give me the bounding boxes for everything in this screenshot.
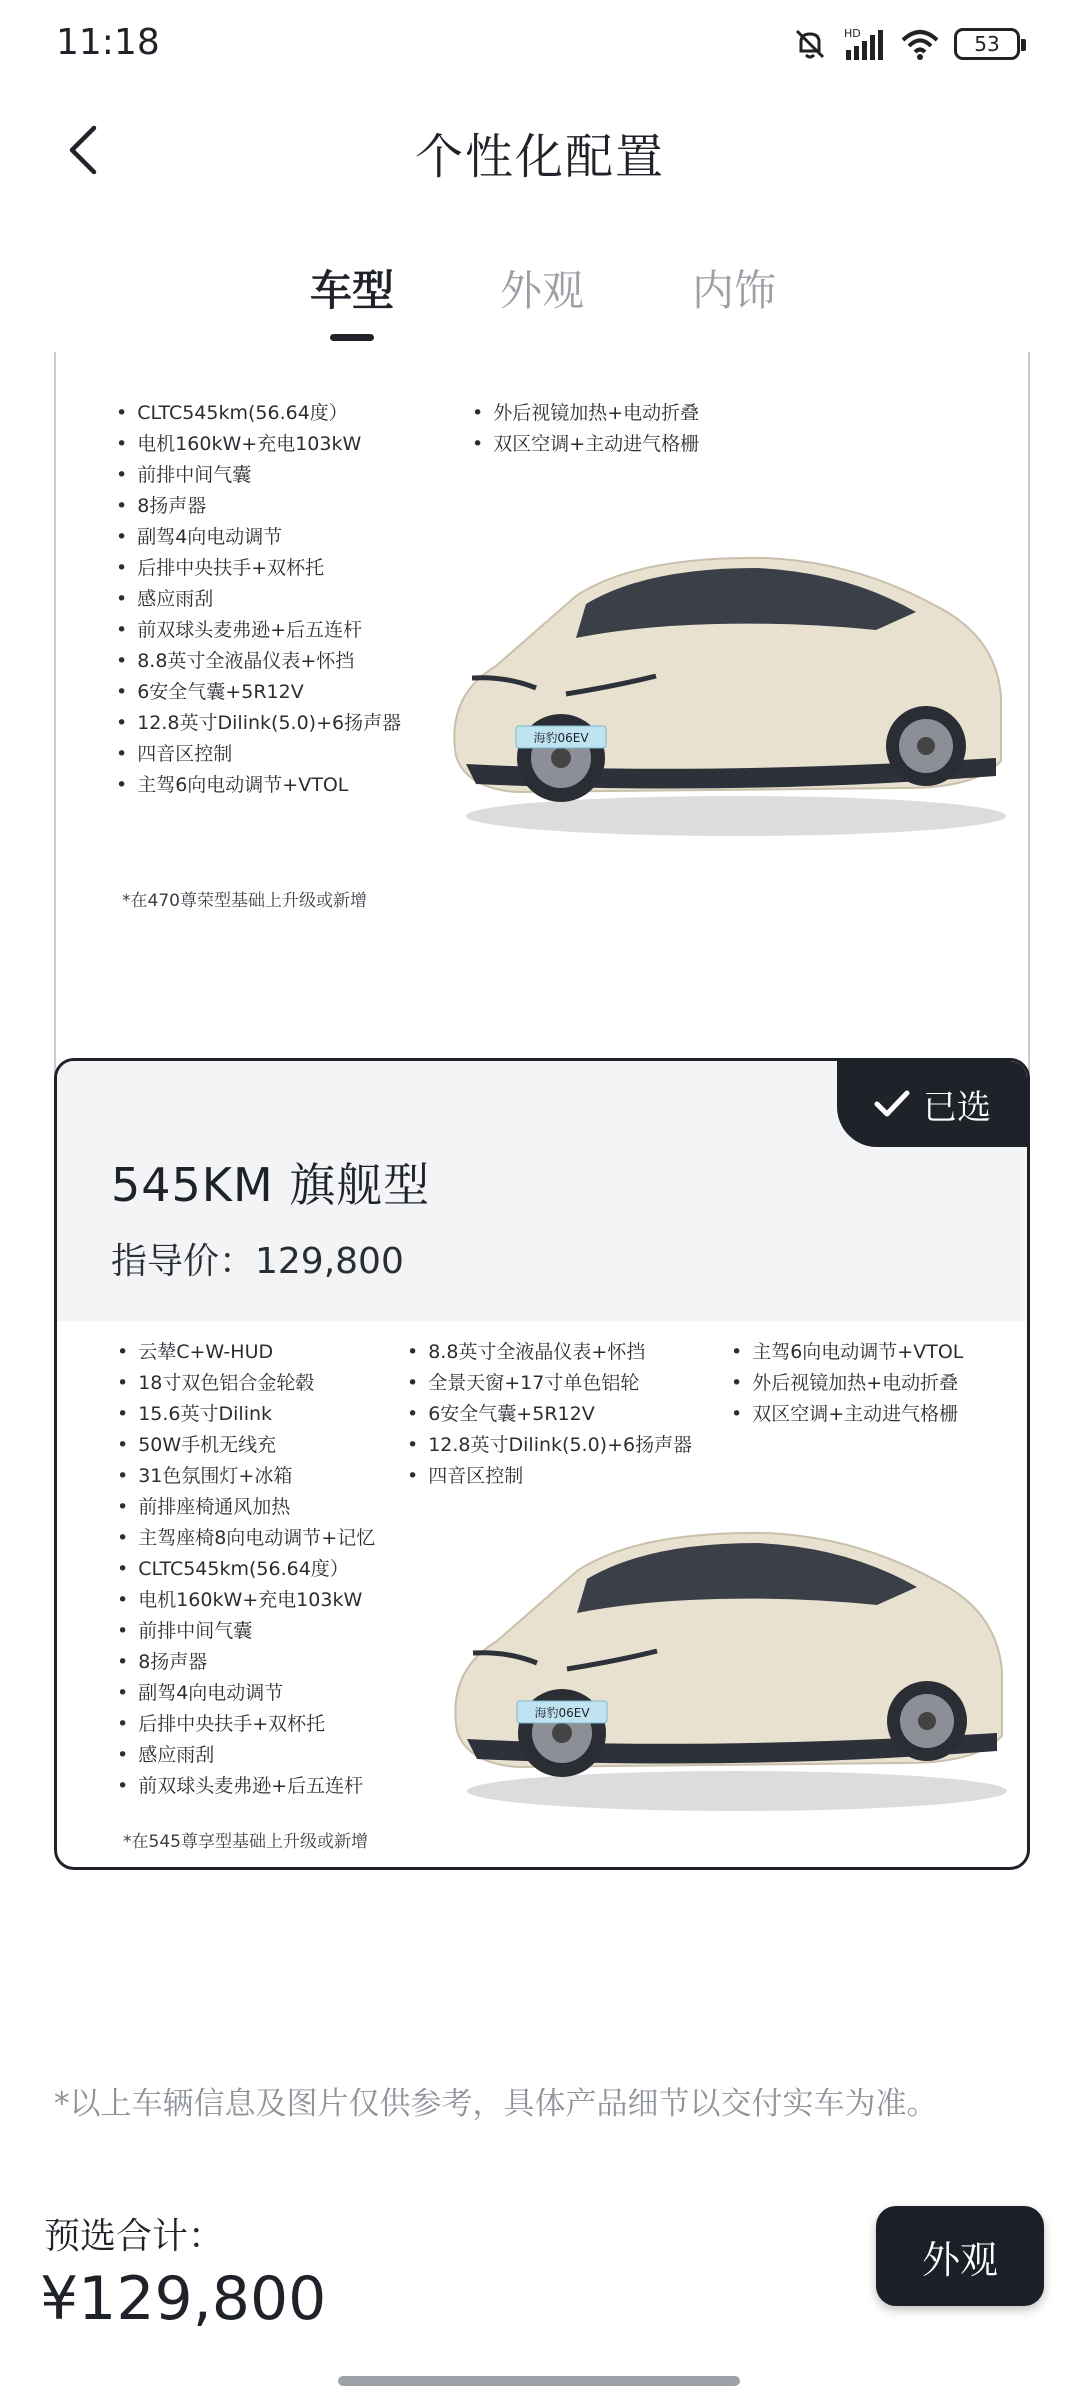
spec-item: • 云辇C+W-HUD [117,1337,375,1368]
spec-item: • 50W手机无线充 [117,1430,375,1461]
spec-list-col1 [117,1337,375,1802]
card-footnote: *在545尊享型基础上升级或新增 [123,1832,368,1852]
spec-item: • 后排中央扶手+双杯托 [116,553,401,584]
spec-item: • CLTC545km(56.64度） [116,398,401,429]
spec-item: • 8.8英寸全液晶仪表+怀挡 [116,646,401,677]
spec-item: • 外后视镜加热+电动折叠 [731,1368,963,1399]
spec-item: • 18寸双色铝合金轮毂 [117,1368,375,1399]
battery-icon [954,28,1020,60]
battery-level: 53 [974,32,1000,56]
spec-item: • 主驾座椅8向电动调节+记忆 [117,1523,375,1554]
selected-label: 已选 [923,1087,991,1128]
spec-item: • 副驾4向电动调节 [117,1678,375,1709]
next-exterior-button[interactable]: 外观 [876,2206,1044,2306]
signal-icon [842,26,886,62]
trim-list[interactable] [0,352,1080,2052]
spec-item: • 8扬声器 [116,491,401,522]
spec-item: • 主驾6向电动调节+VTOL [116,770,401,801]
spec-item: • 15.6英寸Dilink [117,1399,375,1430]
trim-card-545-flagship[interactable] [54,1058,1030,1870]
spec-list-col2 [407,1337,692,1492]
spec-item: • 双区空调+主动进气格栅 [472,429,699,460]
card-footnote: *在470尊荣型基础上升级或新增 [122,891,367,911]
spec-item: • 8.8英寸全液晶仪表+怀挡 [407,1337,692,1368]
tab-bar [0,258,1080,348]
spec-item: • 外后视镜加热+电动折叠 [472,398,699,429]
spec-item: • 12.8英寸Dilink(5.0)+6扬声器 [116,708,401,739]
tab-model[interactable]: 车型 [309,266,394,315]
tab-exterior[interactable]: 外观 [499,266,584,315]
spec-item: • 8扬声器 [117,1647,375,1678]
page-title: 个性化配置 [414,129,665,185]
car-image [437,1501,1017,1821]
home-indicator[interactable] [338,2376,740,2386]
page-header [0,100,1080,200]
car-plate-label: 海豹06EV [533,731,589,745]
network-label: HD [844,27,861,40]
spec-item: • 后排中央扶手+双杯托 [117,1709,375,1740]
spec-item: • 电机160kW+充电103kW [116,429,401,460]
spec-item: • 四音区控制 [116,739,401,770]
spec-item: • 四音区控制 [407,1461,692,1492]
spec-item: • 前排中间气囊 [117,1616,375,1647]
total-price: ¥129,800 [40,2264,327,2334]
car-image [436,526,1016,846]
status-time: 11:18 [56,22,160,63]
tab-active-indicator [330,334,374,341]
spec-item: • 全景天窗+17寸单色铝轮 [407,1368,692,1399]
total-label: 预选合计： [44,2216,225,2257]
spec-item: • 6安全气囊+5R12V [407,1399,692,1430]
car-plate-label: 海豹06EV [534,1706,590,1720]
spec-item: • 前排座椅通风加热 [117,1492,375,1523]
disclaimer-text: *以上车辆信息及图片仅供参考，具体产品细节以交付实车为准。 [54,2086,938,2122]
spec-item: • 感应雨刮 [117,1740,375,1771]
spec-item: • 感应雨刮 [116,584,401,615]
status-icons [792,22,1020,66]
spec-item: • 31色氛围灯+冰箱 [117,1461,375,1492]
spec-item: • 12.8英寸Dilink(5.0)+6扬声器 [407,1430,692,1461]
spec-item: • 副驾4向电动调节 [116,522,401,553]
trim-price: 指导价：129,800 [111,1241,404,1282]
spec-list-col1 [116,398,401,801]
spec-item: • CLTC545km(56.64度） [117,1554,375,1585]
tab-interior[interactable]: 内饰 [691,266,776,315]
spec-item: • 电机160kW+充电103kW [117,1585,375,1616]
spec-item: • 主驾6向电动调节+VTOL [731,1337,963,1368]
spec-item: • 6安全气囊+5R12V [116,677,401,708]
mute-bell-icon [792,26,828,62]
spec-item: • 前排中间气囊 [116,460,401,491]
spec-item: • 前双球头麦弗逊+后五连杆 [116,615,401,646]
spec-item: • 双区空调+主动进气格栅 [731,1399,963,1430]
spec-item: • 前双球头麦弗逊+后五连杆 [117,1771,375,1802]
wifi-icon [900,26,940,62]
selected-badge[interactable] [837,1061,1027,1147]
trim-name: 545KM 旗舰型 [111,1158,431,1212]
status-bar [0,0,1080,90]
spec-list-col2 [472,398,699,460]
checkmark-icon [873,1089,911,1119]
spec-list-col3 [731,1337,963,1430]
